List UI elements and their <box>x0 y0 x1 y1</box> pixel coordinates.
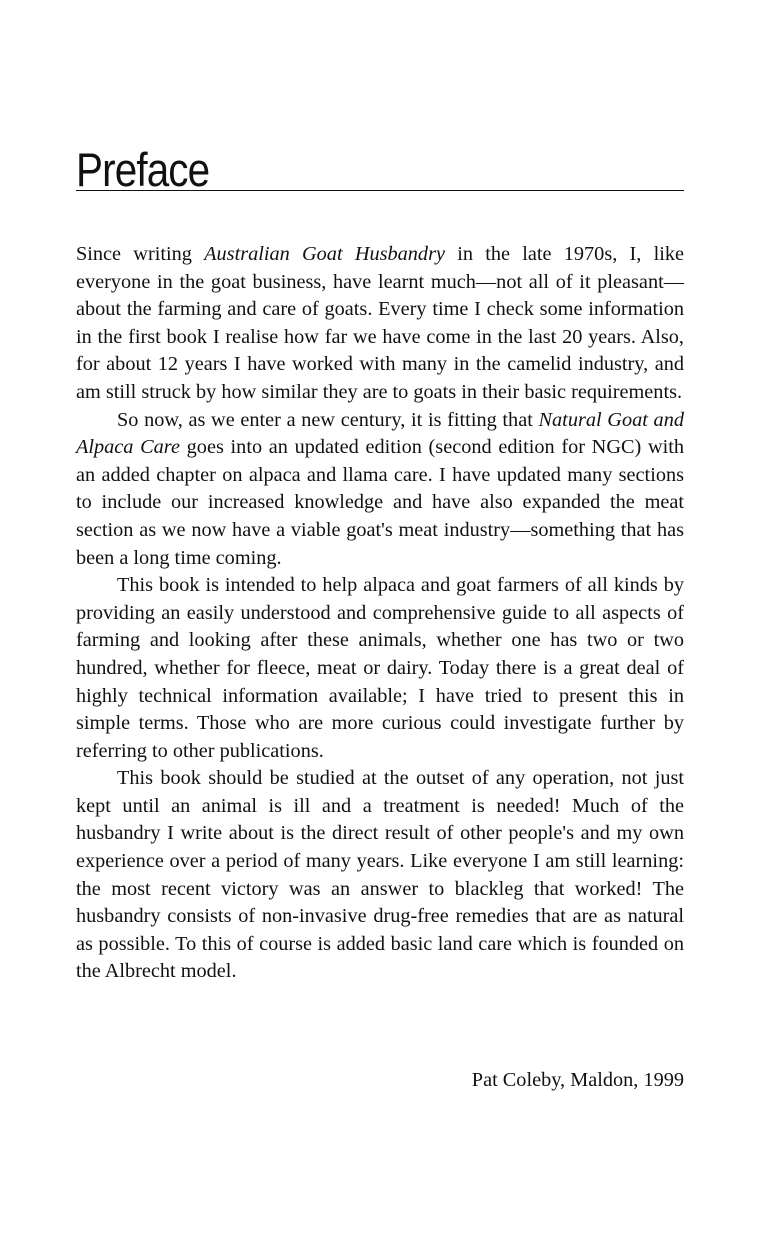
signature: Pat Coleby, Maldon, 1999 <box>471 1069 684 1091</box>
book-title-australian-goat-husbandry: Australian Goat Husbandry <box>204 243 445 265</box>
paragraph-1-suffix: in the late 1970s, I, like everyone in the goat business, have learnt much—not all of it pleasant—about the farming and care of goats. Every time I check some information in the first book I realise how far we have come in the last 20 years. Also, for about 12 years I have worked with many in the camelid industry, and am still struck by how similar they are to goats in their basic requirements. <box>76 243 684 403</box>
paragraph-2 <box>76 407 684 573</box>
paragraph-2-prefix: So now, as we enter a new century, it is fitting that <box>117 408 539 431</box>
title-rule <box>76 142 684 196</box>
book-title-natural-goat-and-alpaca-care: Natural Goat and Alpaca Care <box>76 408 684 459</box>
page-title: Preface <box>76 143 210 196</box>
paragraph-1 <box>76 241 684 407</box>
preface-body <box>76 241 684 986</box>
paragraph-4: This book should be studied at the outset of any operation, not just kept until an animal is ill and a treatment is needed! Much of the husbandry I write about is the direct result of other people's and my own experience over a period of many years. Like everyone I am still learning: the most recent victory was an answer to blackleg that worked! The husbandry consists of non-invasive drug-free remedies that are as natural as possible. To this of course is added basic land care which is founded on the Albrecht model. <box>76 767 684 983</box>
paragraph-2-suffix: goes into an updated edition (second edition for NGC) with an added chapter on alpaca and llama care. I have updated many sections to include our increased knowledge and have also expanded the meat section as we now have a viable goat's meat industry—something that has been a long time coming. <box>76 436 685 569</box>
paragraph-3: This book is intended to help alpaca and goat farmers of all kinds by providing an easily understood and comprehensive guide to all aspects of farming and looking after these animals, whether one has two or two hundred, whether for fleece, meat or dairy. Today there is a great deal of highly technical information available; I have tried to present this in simple terms. Those who are more curious could investigate further by referring to other publications. <box>76 574 684 762</box>
paragraph-1-prefix: Since writing <box>76 243 205 265</box>
